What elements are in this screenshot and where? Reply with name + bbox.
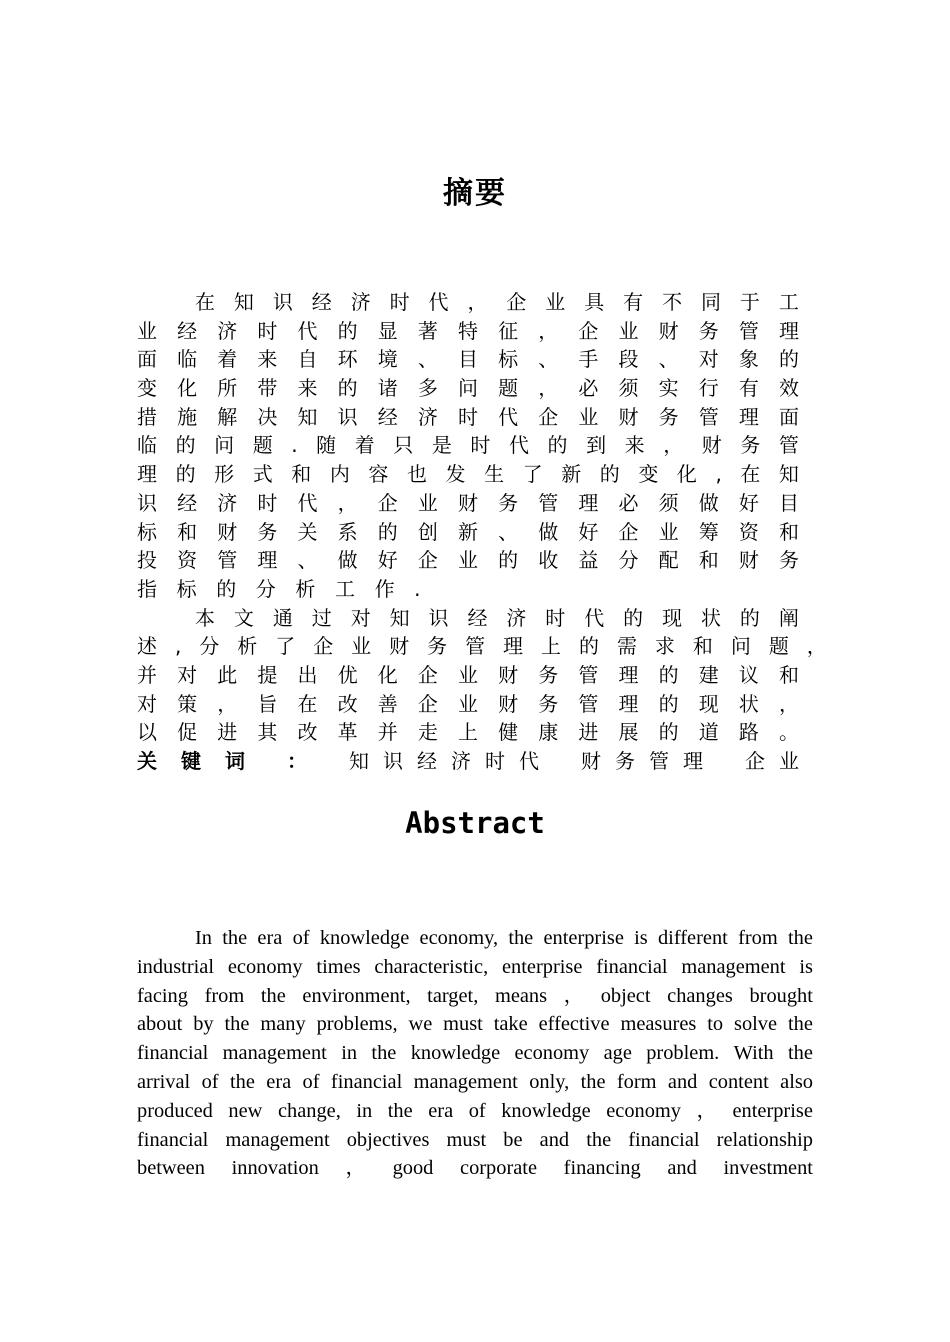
cn-line: 识 经 济 时 代 ， 企 业 财 务 管 理 必 须 做 好 目 — [137, 490, 799, 515]
keyword: 企 业 — [745, 749, 799, 773]
cn-line: 临 的 问 题 . 随 着 只 是 时 代 的 到 来 ， 财 务 管 — [137, 433, 799, 458]
en-line: financial management in the knowledge economy age problem. With the — [137, 1042, 813, 1065]
cn-line: 面 临 着 来 自 环 境 、 目 标 、 手 段 、 对 象 的 — [137, 347, 799, 372]
english-abstract-body — [137, 924, 813, 1183]
en-line: produced new change, in the era of knowledge economy ， enterprise — [137, 1099, 813, 1122]
keyword: 财 务 管 理 — [581, 749, 703, 773]
en-line: In the era of knowledge economy, the enterprise is different from the — [195, 927, 813, 949]
cn-line: 指 标 的 分 析 工 作 . — [137, 576, 421, 601]
en-line: arrival of the era of financial management only, the form and content also — [137, 1070, 813, 1093]
keyword: 知 识 经 济 时 代 — [349, 749, 539, 773]
cn-line: 变 化 所 带 来 的 诸 多 问 题 ， 必 须 实 行 有 效 — [137, 376, 799, 401]
en-line: financial management objectives must be and the financial relationship — [137, 1128, 813, 1151]
keywords-separator: ： — [287, 749, 307, 773]
en-line: industrial economy times characteristic, enterprise financial management is — [137, 955, 813, 978]
cn-line: 本 文 通 过 对 知 识 经 济 时 代 的 现 状 的 阐 — [195, 605, 799, 630]
cn-line: 业 经 济 时 代 的 显 著 特 征 ， 企 业 财 务 管 理 — [137, 318, 799, 343]
en-line: between innovation ， good corporate financing and investment — [137, 1157, 813, 1180]
cn-line: 述 , 分 析 了 企 业 财 务 管 理 上 的 需 求 和 问 题 ， — [137, 634, 827, 659]
en-line: facing from the environment, target, means ， object changes brought — [137, 984, 813, 1007]
cn-line: 措 施 解 决 知 识 经 济 时 代 企 业 财 务 管 理 面 — [137, 404, 799, 429]
chinese-abstract-title: 摘要 — [443, 176, 507, 211]
keywords-line — [137, 747, 799, 776]
en-line: about by the many problems, we must take effective measures to solve the — [137, 1013, 813, 1036]
cn-line: 以 促 进 其 改 革 并 走 上 健 康 进 展 的 道 路 。 — [137, 720, 799, 745]
cn-line: 在 知 识 经 济 时 代 ， 企 业 具 有 不 同 于 工 — [195, 290, 799, 314]
keywords-label: 关 键 词 — [137, 749, 245, 773]
cn-line: 投 资 管 理 、 做 好 企 业 的 收 益 分 配 和 财 务 — [137, 548, 799, 573]
chinese-abstract-body — [137, 288, 827, 776]
cn-line: 标 和 财 务 关 系 的 创 新 、 做 好 企 业 筹 资 和 — [137, 519, 799, 544]
cn-line: 并 对 此 提 出 优 化 企 业 财 务 管 理 的 建 议 和 — [137, 662, 799, 687]
cn-line: 对 策 ， 旨 在 改 善 企 业 财 务 管 理 的 现 状 ， — [137, 691, 799, 716]
cn-line: 理 的 形 式 和 内 容 也 发 生 了 新 的 变 化 , 在 知 — [137, 462, 799, 487]
english-abstract-title: Abstract — [405, 806, 545, 840]
